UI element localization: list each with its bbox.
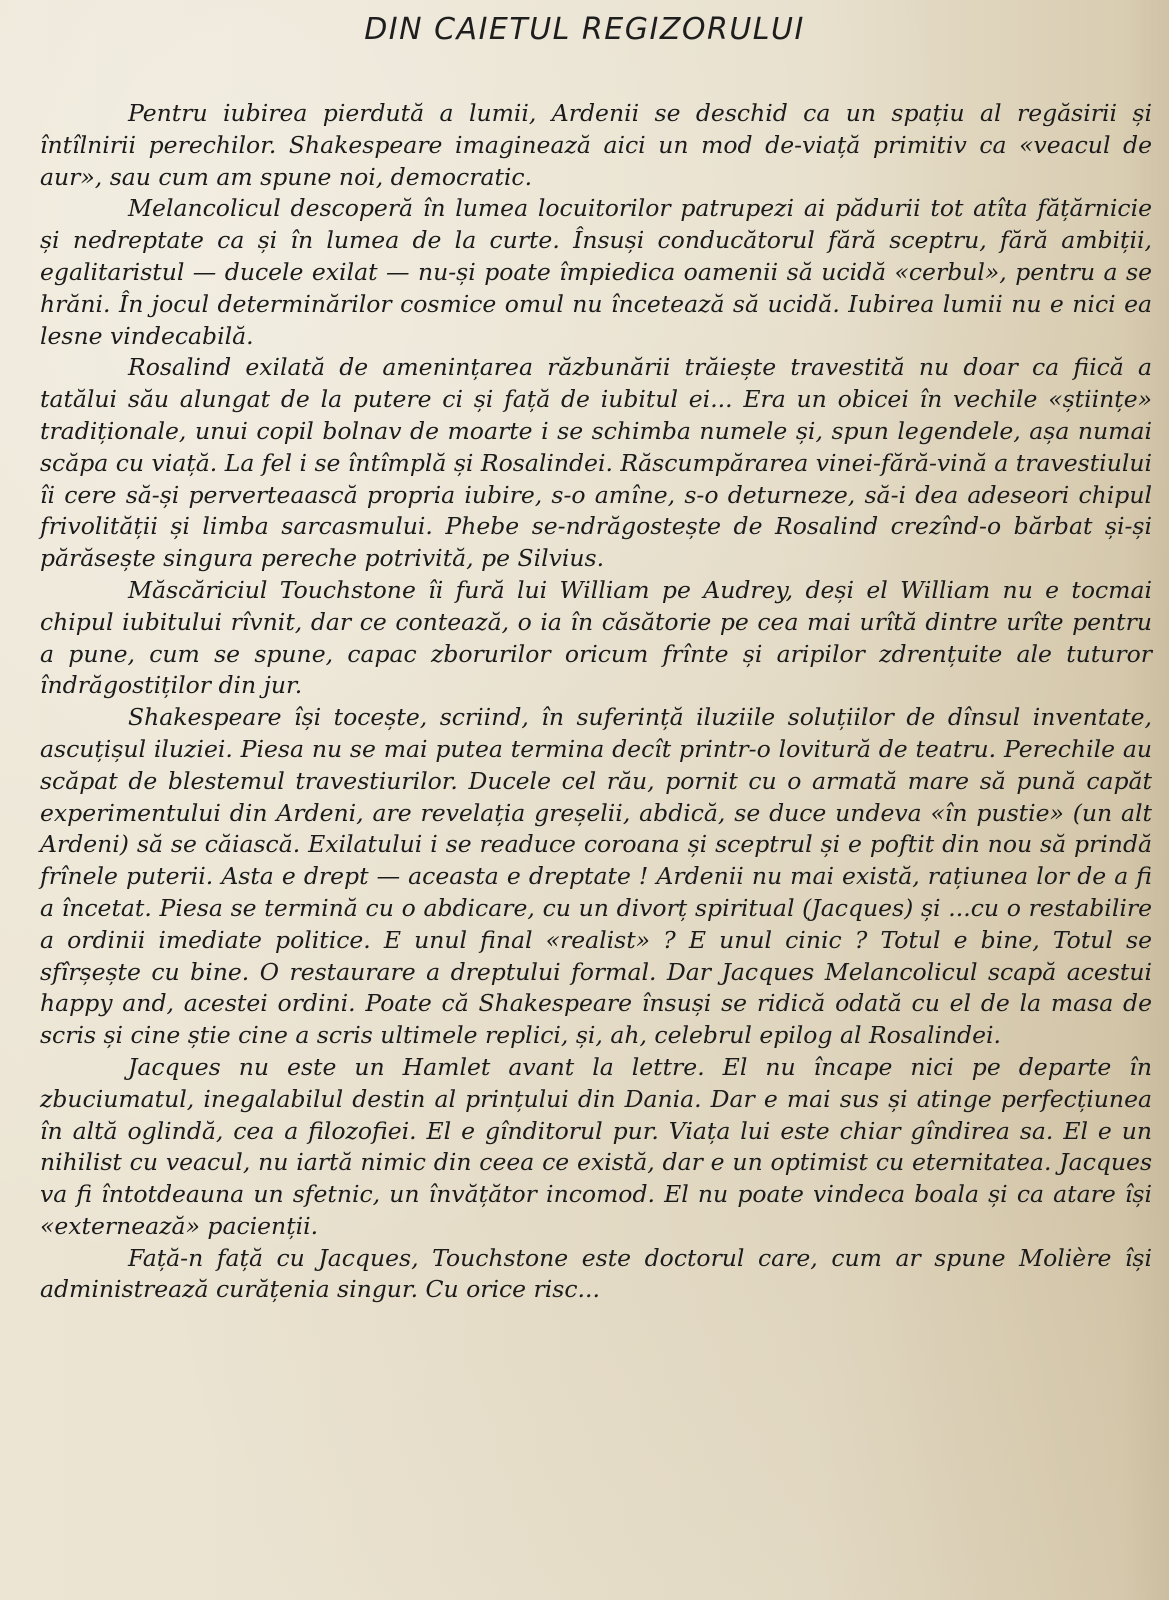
article-body [40,98,1152,1306]
paragraph-6: Jacques nu este un Hamlet avant la lettre. El nu încape nici pe departe în zbuciumatul, inegalabilul destin al prințului din Dania. Dar e mai sus și atinge perfecțiunea în altă oglindă, cea a filozofiei. El e gînditorul pur. Viața lui este chiar gîndirea sa. El e un nihilist cu veacul, nu iartă nimic din ceea ce există, dar e un optimist cu eternitatea. Jacques va fi întotdeauna un sfetnic, un învățător incomod. El nu poate vindeca boala și ca atare își «externează» pacienții. [40,1052,1152,1240]
paragraph-2: Melancolicul descoperă în lumea locuitorilor patrupezi ai pădurii tot atîta fățărnicie și nedreptate ca și în lumea de la curte. Însuși conducătorul fără sceptru, fără ambiții, egalitaristul — ducele exilat — nu-și poate împiedica oamenii să ucidă «cerbul», pentru a se hrăni. În jocul determinărilor cosmice omul nu încetează să ucidă. Iubirea lumii nu e nici ea lesne vindecabilă. [40,194,1152,350]
paragraph-1: Pentru iubirea pierdută a lumii, Ardenii se deschid ca un spațiu al regăsirii și întîlnirii perechilor. Shakespeare imaginează aici un mod de-viață primitiv ca «veacul de aur», sau cum am spune noi, democratic. [40,99,1152,191]
paragraph-7: Față-n față cu Jacques, Touchstone este doctorul care, cum ar spune Molière își administrează curățenia singur. Cu orice risc... [40,1243,1152,1304]
paragraph-3: Rosalind exilată de amenințarea răzbunării trăiește travestită nu doar ca fiică a tatălui său alungat de la putere ci și față de iubitul ei... Era un obicei în vechile «științe» tradiționale, unui copil bolnav de moarte i se schimba numele și, spun legendele, așa numai scăpa cu viață. La fel i se întîmplă și Rosalindei. Răscumpărarea vinei-fără-vină a travestiului îi cere să-și perverteaască propria iubire, s-o amîne, s-o deturneze, să-i dea adeseori chipul frivolității și limba sarcasmului. Phebe se-ndrăgostește de Rosalind crezînd-o bărbat și-și părăsește singura pereche potrivită, pe Silvius. [40,353,1152,573]
page-title: DIN CAIETUL REGIZORULUI [364,12,805,47]
paragraph-4: Măscăriciul Touchstone îi fură lui William pe Audrey, deși el William nu e tocmai chipul iubitului rîvnit, dar ce contează, o ia în căsătorie pe cea mai urîtă dintre urîte pentru a pune, cum se spune, capac zborurilor oricum frînte și aripilor zdrențuite ale tuturor îndrăgostiților din jur. [40,575,1152,700]
paragraph-5: Shakespeare își tocește, scriind, în suferință iluziile soluțiilor de dînsul inventate, ascuțișul iluziei. Piesa nu se mai putea termina decît printr-o lovitură de teatru. Perechile au scăpat de blestemul travestiurilor. Ducele cel rău, pornit cu o armată mare să pună capăt experimentului din Ardeni, are revelația greșelii, abdică, se duce undeva «în pustie» (un alt Ardeni) să se căiască. Exilatului i se readuce coroana și sceptrul și e poftit din nou să prindă frînele puterii. Asta e drept — aceasta e dreptate ! Ardenii nu mai există, rațiunea lor de a fi a încetat. Piesa se termină cu o abdicare, cu un divorț spiritual (Jacques) și ...cu o restabilire a ordinii imediate politice. E unul final «realist» ? E unul cinic ? Totul e bine, Totul se sfîrșește cu bine. O restaurare a dreptului formal. Dar Jacques Melancolicul scapă acestui happy and, acestei ordini. Poate că Shakespeare însuși se ridică odată cu el de la masa de scris și cine știe cine a scris ultimele replici, și, ah, celebrul epilog al Rosalindei. [40,703,1152,1050]
